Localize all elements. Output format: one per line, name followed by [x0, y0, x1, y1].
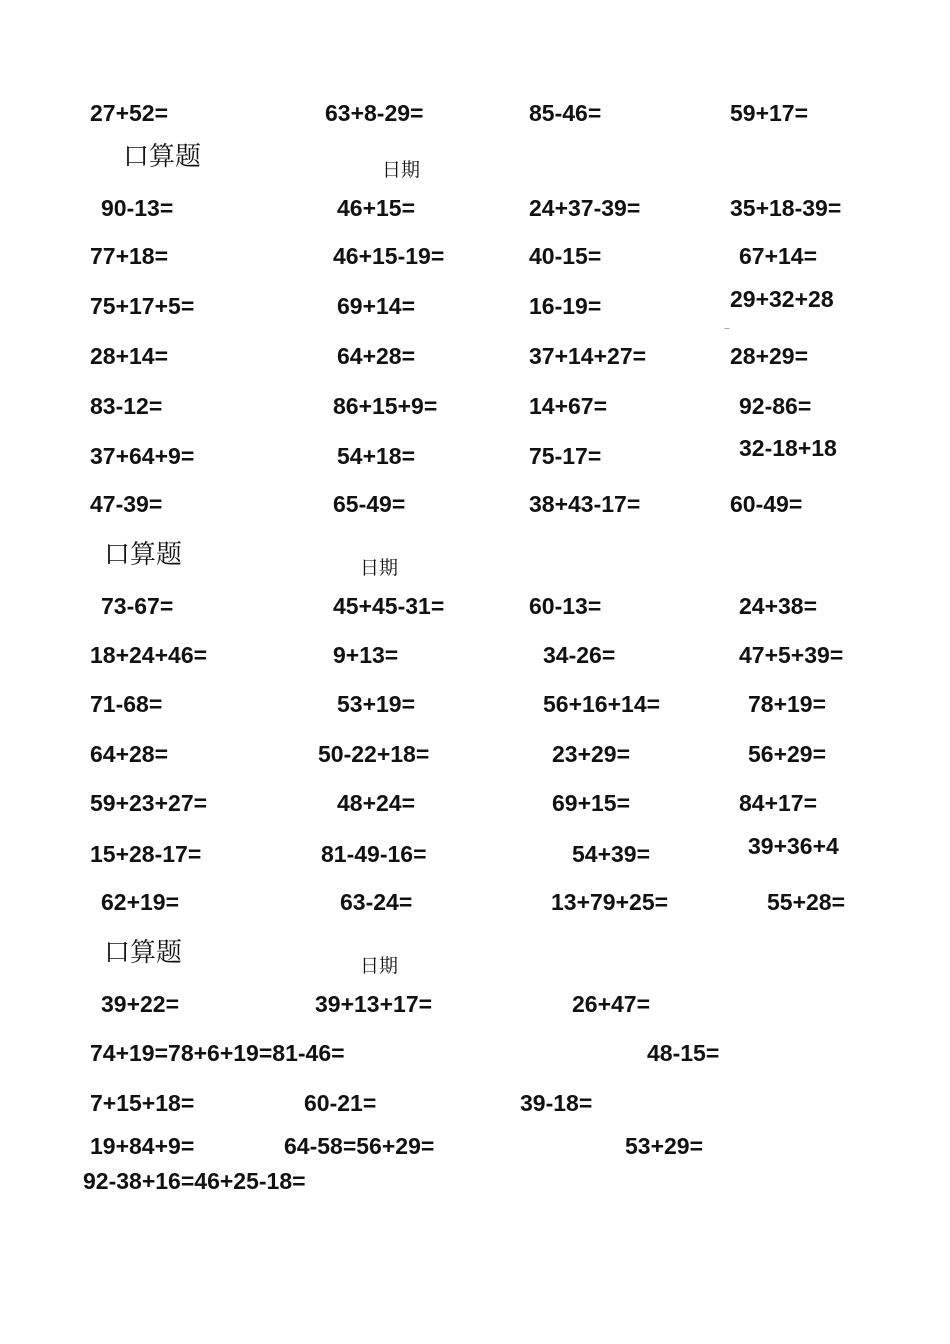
problem: 29+32+28 [730, 286, 834, 312]
problem: 69+14= [337, 293, 416, 319]
problem: 23+29= [552, 741, 631, 767]
problem: 75+17+5= [90, 293, 195, 319]
problem: 92-86= [739, 393, 812, 419]
date-label: 日期 [360, 557, 399, 579]
problem: 15+28-17= [90, 841, 202, 867]
problem: 67+14= [739, 243, 818, 269]
problem: 60-21= [304, 1090, 377, 1116]
problem: 46+15= [337, 195, 416, 221]
problem: 34-26= [543, 642, 616, 668]
problem: 24+38= [739, 593, 818, 619]
problem: 63+8-29= [325, 100, 424, 126]
problem: 39+22= [101, 991, 180, 1017]
problem: 63-24= [340, 889, 413, 915]
problem: 45+45-31= [333, 593, 445, 619]
problem: 38+43-17= [529, 491, 641, 517]
problem: 71-68= [90, 691, 163, 717]
stray-mark: – [724, 321, 730, 335]
problem: 56+16+14= [543, 691, 661, 717]
problem: 84+17= [739, 790, 818, 816]
problem: 59+23+27= [90, 790, 208, 816]
problem: 9+13= [333, 642, 399, 668]
problem: 16-19= [529, 293, 602, 319]
problem: 39-18= [520, 1090, 593, 1116]
problem: 56+29= [748, 741, 827, 767]
problem: 48+24= [337, 790, 416, 816]
problem: 64+28= [90, 741, 169, 767]
problem: 64+28= [337, 343, 416, 369]
problem: 50-22+18= [318, 741, 430, 767]
problem: 73-67= [101, 593, 174, 619]
problem: 59+17= [730, 100, 809, 126]
section-title: 口算题 [123, 142, 202, 172]
problem: 86+15+9= [333, 393, 438, 419]
problem: 54+39= [572, 841, 651, 867]
problem: 74+19=78+6+19=81-46= [90, 1040, 345, 1066]
problem: 90-13= [101, 195, 174, 221]
problem: 37+14+27= [529, 343, 647, 369]
problem: 77+18= [90, 243, 169, 269]
problem: 81-49-16= [321, 841, 427, 867]
problem: 83-12= [90, 393, 163, 419]
problem: 92-38+16=46+25-18= [83, 1168, 306, 1194]
date-label: 日期 [382, 159, 421, 181]
problem: 46+15-19= [333, 243, 445, 269]
date-label: 日期 [360, 955, 399, 977]
problem: 60-49= [730, 491, 803, 517]
problem: 26+47= [572, 991, 651, 1017]
problem: 27+52= [90, 100, 169, 126]
problem: 39+13+17= [315, 991, 433, 1017]
problem: 69+15= [552, 790, 631, 816]
problem: 28+14= [90, 343, 169, 369]
problem: 65-49= [333, 491, 406, 517]
section-title: 口算题 [104, 540, 183, 570]
problem: 62+19= [101, 889, 180, 915]
problem: 39+36+4 [748, 833, 839, 859]
problem: 32-18+18 [739, 435, 837, 461]
problem: 47+5+39= [739, 642, 844, 668]
problem: 14+67= [529, 393, 608, 419]
problem: 28+29= [730, 343, 809, 369]
problem: 60-13= [529, 593, 602, 619]
problem: 78+19= [748, 691, 827, 717]
problem: 64-58=56+29= [284, 1133, 435, 1159]
problem: 55+28= [767, 889, 846, 915]
problem: 7+15+18= [90, 1090, 195, 1116]
problem: 75-17= [529, 443, 602, 469]
problem: 53+29= [625, 1133, 704, 1159]
problem: 54+18= [337, 443, 416, 469]
problem: 35+18-39= [730, 195, 842, 221]
problem: 47-39= [90, 491, 163, 517]
problem: 18+24+46= [90, 642, 208, 668]
problem: 85-46= [529, 100, 602, 126]
problem: 40-15= [529, 243, 602, 269]
problem: 13+79+25= [551, 889, 669, 915]
section-title: 口算题 [104, 938, 183, 968]
problem: 53+19= [337, 691, 416, 717]
problem: 48-15= [647, 1040, 720, 1066]
problem: 37+64+9= [90, 443, 195, 469]
problem: 24+37-39= [529, 195, 641, 221]
problem: 19+84+9= [90, 1133, 195, 1159]
